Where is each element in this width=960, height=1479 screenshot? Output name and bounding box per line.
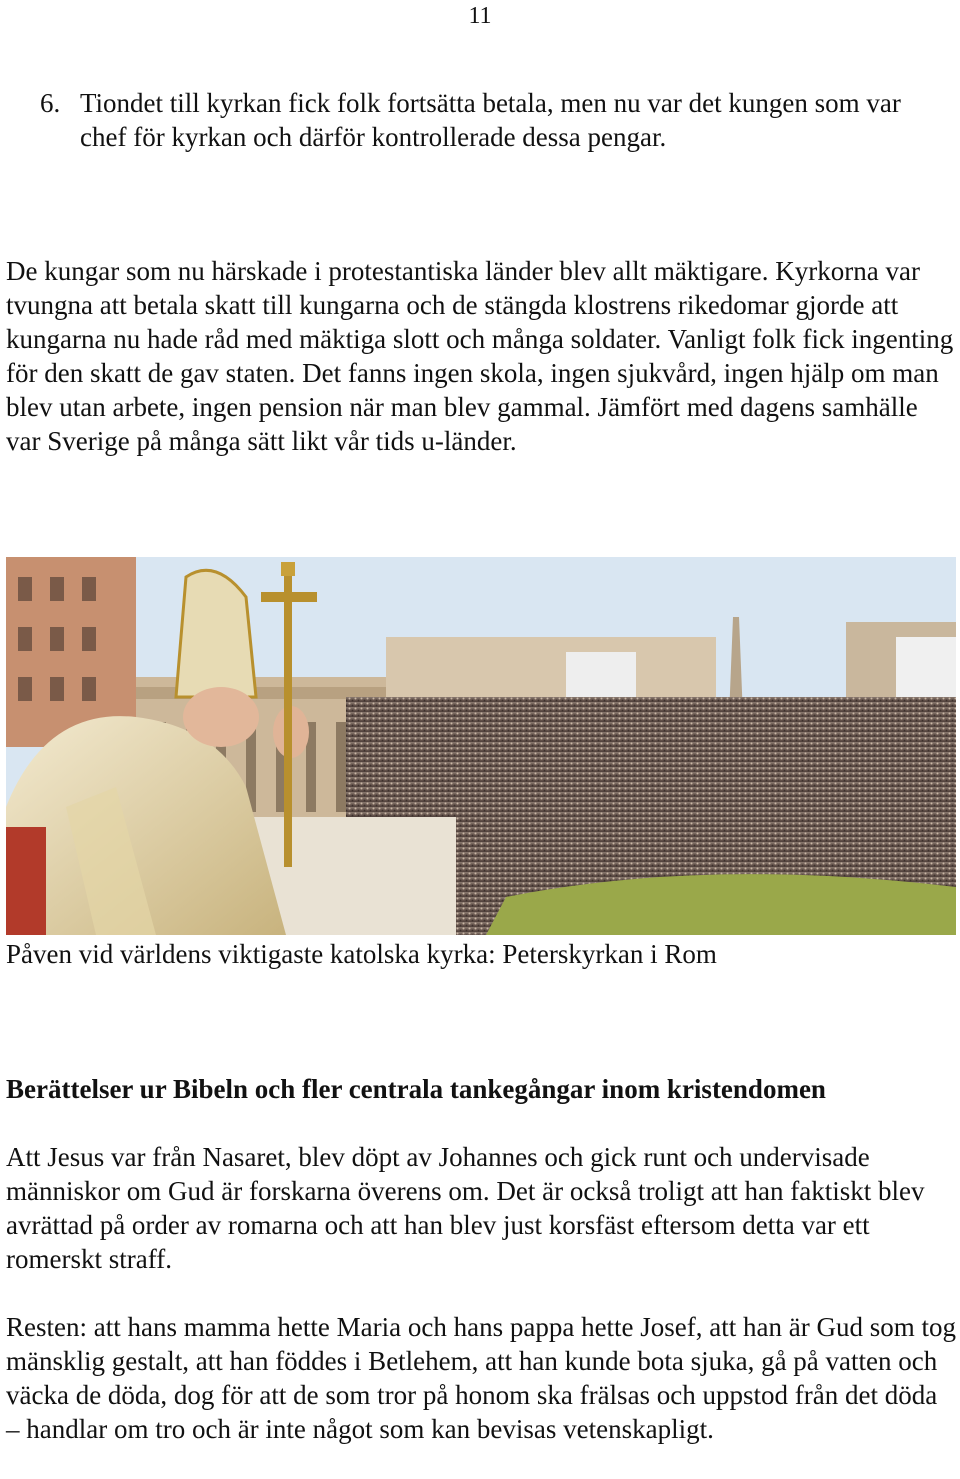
section-heading: Berättelser ur Bibeln och fler centrala tankegångar inom kristendomen [6, 1074, 826, 1104]
far-buildings [386, 637, 716, 697]
red-stole [6, 827, 46, 935]
list-item-text: Tiondet till kyrkan fick folk fortsätta betala, men nu var det kungen som var chef för kyrkan och därför kontrollerade dessa pengar. [80, 88, 901, 152]
page-number: 11 [468, 3, 492, 29]
figure-caption: Påven vid världens viktigaste katolska kyrka: Peterskyrkan i Rom [6, 939, 717, 969]
photo-pope-st-peters-square [6, 557, 956, 935]
paragraph-jesus-history: Att Jesus var från Nasaret, blev döpt av Johannes och gick runt och undervisade människor om Gud är forskarna överens om. Det är också troligt att han faktiskt blev avrättad på order av romarna och att han blev just korsfäst eftersom detta var ett romerskt straff. [6, 1142, 925, 1274]
list-item [40, 86, 940, 154]
list-item-number: 6. [40, 88, 61, 118]
crosier-staff [284, 567, 292, 867]
paragraph-faith: Resten: att hans mamma hette Maria och hans pappa hette Josef, att han är Gud som tog mänsklig gestalt, att han föddes i Betlehem, att han kunde bota sjuka, gå på vatten och väcka de döda, dog för att de som tror på honom ska frälsas och uppstod från det döda – handlar om tro och är inte något som kan bevisas vetenskapligt. [6, 1312, 956, 1444]
paragraph-protestant-kings: De kungar som nu härskade i protestantiska länder blev allt mäktigare. Kyrkorna var tvungna att betala skatt till kungarna och de stängda klostrens rikedomar gjorde att kungarna nu hade råd med mäktiga slott och många soldater. Vanligt folk fick ingenting för den skatt de gav staten. Det fanns ingen skola, ingen sjukvård, ingen hjälp om man blev utan arbete, ingen pension när man blev gammal. Jämfört med dagens samhälle var Sverige på många sätt likt vår tids u-länder. [6, 256, 954, 456]
crosier-crossbar [261, 592, 317, 602]
face [183, 687, 259, 747]
